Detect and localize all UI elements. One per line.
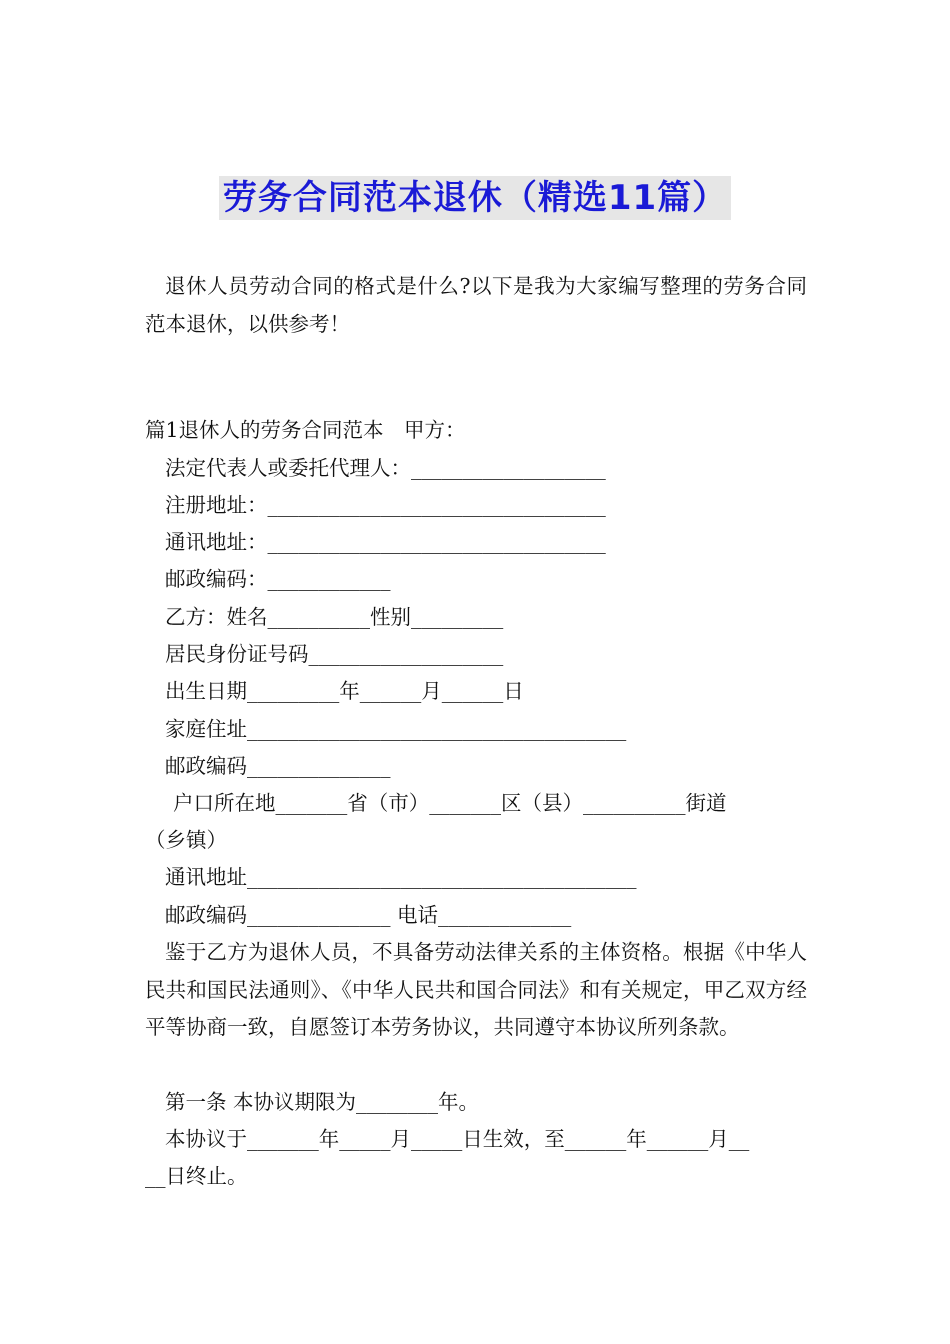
postcode-a-line: 邮政编码：____________ <box>165 567 391 591</box>
document-title: 劳务合同范本退休（精选11篇） <box>219 176 731 220</box>
birth-date-line: 出生日期_________年______月______日 <box>165 679 524 703</box>
postcode-phone-line: 邮政编码______________ 电话_____________ <box>165 903 572 927</box>
id-number-line: 居民身份证号码___________________ <box>165 642 504 666</box>
article-1-line: 第一条 本协议期限为________年。 <box>165 1090 480 1114</box>
reg-address-line: 注册地址：_________________________________ <box>165 493 606 517</box>
hukou-line-1: 户口所在地_______省（市）_______区（县）__________街道 <box>173 791 727 815</box>
comm-address-line: 通讯地址：_________________________________ <box>165 530 606 554</box>
postcode-b-line: 邮政编码______________ <box>165 754 391 778</box>
comm-address-b-line: 通讯地址______________________________________ <box>165 865 637 889</box>
effective-line-1: 本协议于_______年_____月_____日生效，至______年______月__ <box>165 1127 750 1151</box>
title-wrapper <box>0 176 950 220</box>
home-address-line: 家庭住址_____________________________________ <box>165 717 627 741</box>
effective-line-2: __日终止。 <box>145 1164 248 1188</box>
whereas-paragraph: 鉴于乙方为退休人员，不具备劳动法律关系的主体资格。根据《中华人民共和国民法通则》、《中华人民共和国合同法》和有关规定，甲乙双方经平等协商一致，自愿签订本劳务协议，共同遵守本协议所列条款。 <box>145 940 807 1039</box>
hukou-line-2: （乡镇） <box>145 828 227 852</box>
legal-rep-line: 法定代表人或委托代理人：___________________ <box>165 456 606 480</box>
party-b-line: 乙方：姓名__________性别_________ <box>165 605 504 629</box>
intro-paragraph: 退休人员劳动合同的格式是什么?以下是我为大家编写整理的劳务合同范本退休，以供参考！ <box>145 274 807 336</box>
section-heading: 篇1退休人的劳务合同范本 甲方： <box>145 418 466 442</box>
